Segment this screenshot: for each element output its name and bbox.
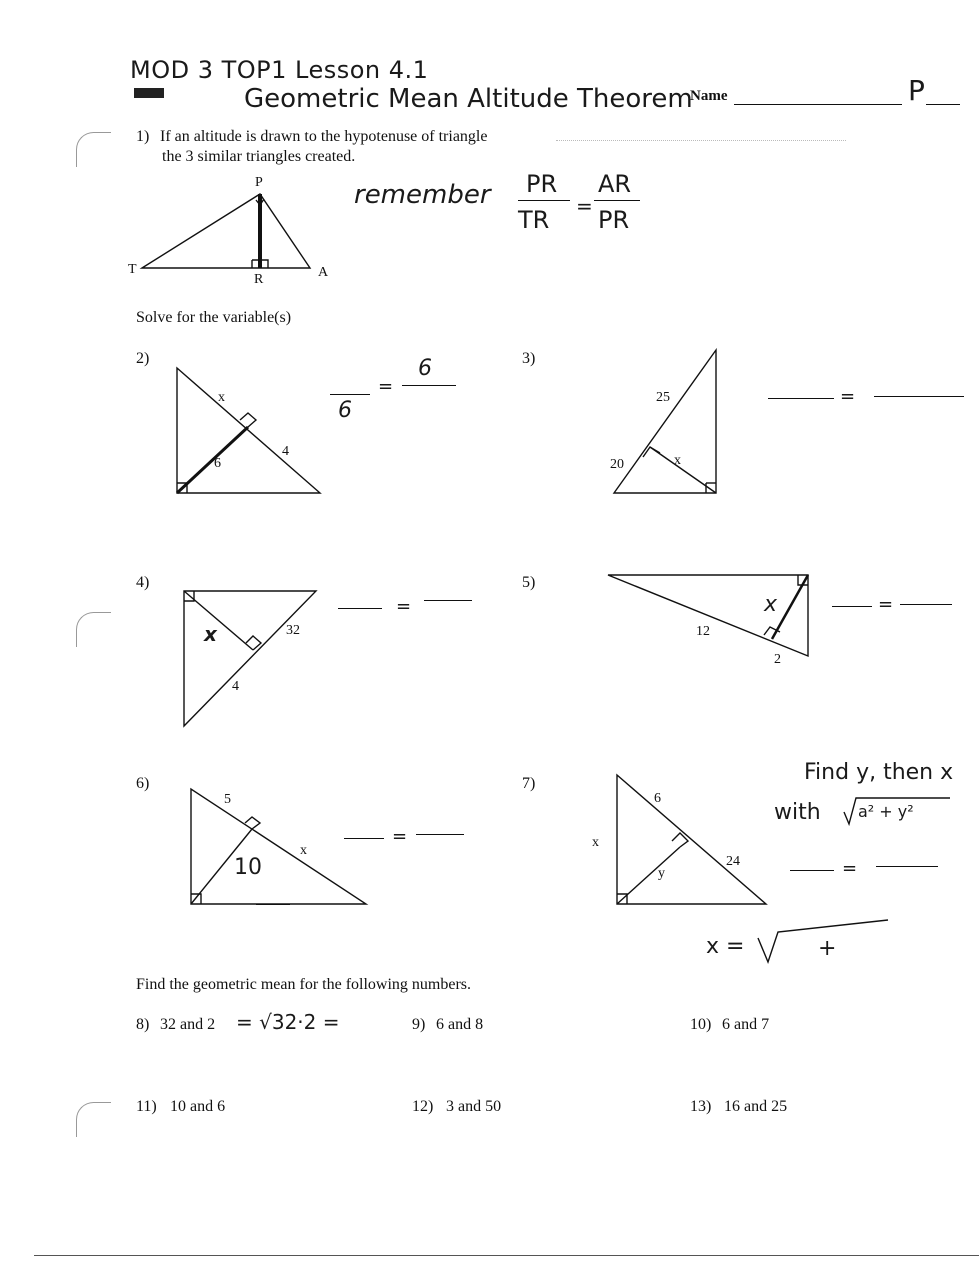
problem-4-hand-eq: = (396, 596, 412, 617)
fraction-left-top: PR (526, 170, 558, 198)
problem-7-hint-line2: with (774, 800, 821, 825)
problem-4-bar-right (424, 600, 472, 601)
problem-5-bar-right (900, 604, 952, 605)
problem-3-number: 3) (522, 350, 536, 367)
scribble-mark (134, 88, 164, 98)
problem-5-hand-eq: = (878, 594, 894, 615)
fraction-right-top: AR (598, 170, 632, 198)
item-11-number: 11) (136, 1098, 157, 1115)
name-label: Name (690, 88, 728, 104)
problem-7-label-x: x (592, 835, 599, 850)
geo-mean-heading: Find the geometric mean for the following numbers. (136, 976, 472, 993)
problem-3-bar-right (874, 396, 964, 397)
fraction-equals: = (576, 194, 593, 218)
problem-5-bar-left (832, 606, 872, 607)
problem-7-label-24: 24 (726, 854, 740, 869)
problem-1-text-line2: the 3 similar triangles created. (162, 148, 356, 165)
bottom-rule (34, 1255, 979, 1256)
fraction-left-bar (518, 200, 570, 201)
punch-hole-bottom (76, 1102, 111, 1137)
problem-6-bar-left (344, 838, 384, 839)
fraction-right-bottom: PR (598, 206, 630, 234)
problem-7-number: 7) (522, 775, 536, 792)
item-13-text: 16 and 25 (724, 1098, 788, 1115)
problem-7-label-6: 6 (654, 791, 661, 806)
problem-3-bar-left (768, 398, 834, 399)
problem-4-bar-left (338, 608, 382, 609)
problem-2-hand-top: 6 (418, 356, 432, 381)
problem-5-label-12: 12 (696, 624, 710, 639)
remember-handwritten: remember (354, 180, 491, 210)
problem-6-number: 6) (136, 775, 150, 792)
problem-2-label-6: 6 (214, 456, 221, 471)
problem-7-hand-eq: = (842, 858, 858, 879)
problem-6-label-5: 5 (224, 792, 231, 807)
problem-3-figure (610, 345, 725, 495)
item-12-number: 12) (412, 1098, 434, 1115)
fraction-left-bottom: TR (518, 206, 550, 234)
problem-7-bar-left (790, 870, 834, 871)
period-line (926, 104, 960, 105)
problem-3-label-25: 25 (656, 390, 670, 405)
fraction-right-bar (594, 200, 640, 201)
problem-2-number: 2) (136, 350, 150, 367)
item-10-text: 6 and 7 (722, 1016, 770, 1033)
item-9-number: 9) (412, 1016, 426, 1033)
problem-6-label-x: x (300, 843, 307, 858)
problem-7-label-y: y (658, 866, 665, 881)
problem-7-bar-right (876, 866, 938, 867)
problem-7-hand-x: x = (706, 934, 745, 959)
problem-2-bar-right (402, 385, 456, 386)
problem-2-bar-left (330, 394, 370, 395)
problem-3-label-20: 20 (610, 457, 624, 472)
problem-5-label-2: 2 (774, 652, 781, 667)
problem-4-number: 4) (136, 574, 150, 591)
problem-5-figure (606, 572, 812, 660)
problem-5-label-x: x (764, 592, 778, 617)
problem-6-hand-10: 10 (234, 855, 262, 880)
problem-6-underline (256, 904, 290, 905)
problem-1-number: 1) (136, 128, 150, 145)
item-9-text: 6 and 8 (436, 1016, 484, 1033)
item-13-number: 13) (690, 1098, 712, 1115)
problem-4-label-x: x (204, 622, 217, 646)
problem-2-label-4: 4 (282, 444, 289, 459)
punch-hole-middle (76, 612, 111, 647)
problem-7-hint-line1: Find y, then x (804, 760, 954, 785)
vertex-label-r: R (254, 272, 264, 287)
faded-text (556, 140, 846, 141)
name-line (734, 104, 902, 105)
title-handwritten: MOD 3 TOP1 Lesson 4.1 (130, 56, 429, 84)
problem-1-figure (130, 185, 330, 280)
item-8-text: 32 and 2 (160, 1016, 216, 1033)
period-handwritten: P (908, 74, 925, 107)
problem-4-label-4: 4 (232, 679, 239, 694)
problem-2-label-x: x (218, 390, 225, 405)
problem-6-figure (186, 786, 371, 910)
problem-6-bar-right (416, 834, 464, 835)
item-11-text: 10 and 6 (170, 1098, 226, 1115)
problem-6-hand-eq: = (392, 826, 408, 847)
problem-5-number: 5) (522, 574, 536, 591)
vertex-label-p: P (255, 175, 263, 190)
item-12-text: 3 and 50 (446, 1098, 502, 1115)
solve-heading: Solve for the variable(s) (136, 309, 292, 326)
problem-7-hint-sqrt: a² + y² (858, 802, 914, 821)
problem-2-hand-eq: = (378, 376, 394, 397)
item-8-hand: = √32·2 = (236, 1010, 340, 1034)
punch-hole-top (76, 132, 111, 167)
problem-2-figure (170, 365, 330, 500)
problem-4-figure (178, 588, 323, 728)
problem-7-figure (612, 772, 772, 907)
problem-3-label-x: x (674, 453, 681, 468)
problem-2-hand-bottom: 6 (338, 398, 352, 423)
item-8-number: 8) (136, 1016, 150, 1033)
problem-3-hand-eq: = (840, 386, 856, 407)
subtitle-handwritten: Geometric Mean Altitude Theorem (244, 84, 693, 114)
vertex-label-t: T (128, 262, 137, 277)
vertex-label-a: A (318, 265, 329, 280)
item-10-number: 10) (690, 1016, 712, 1033)
problem-7-hand-plus: + (818, 936, 837, 961)
problem-1-text-line1: If an altitude is drawn to the hypotenuse of triangle (160, 128, 488, 145)
problem-4-label-32: 32 (286, 623, 300, 638)
